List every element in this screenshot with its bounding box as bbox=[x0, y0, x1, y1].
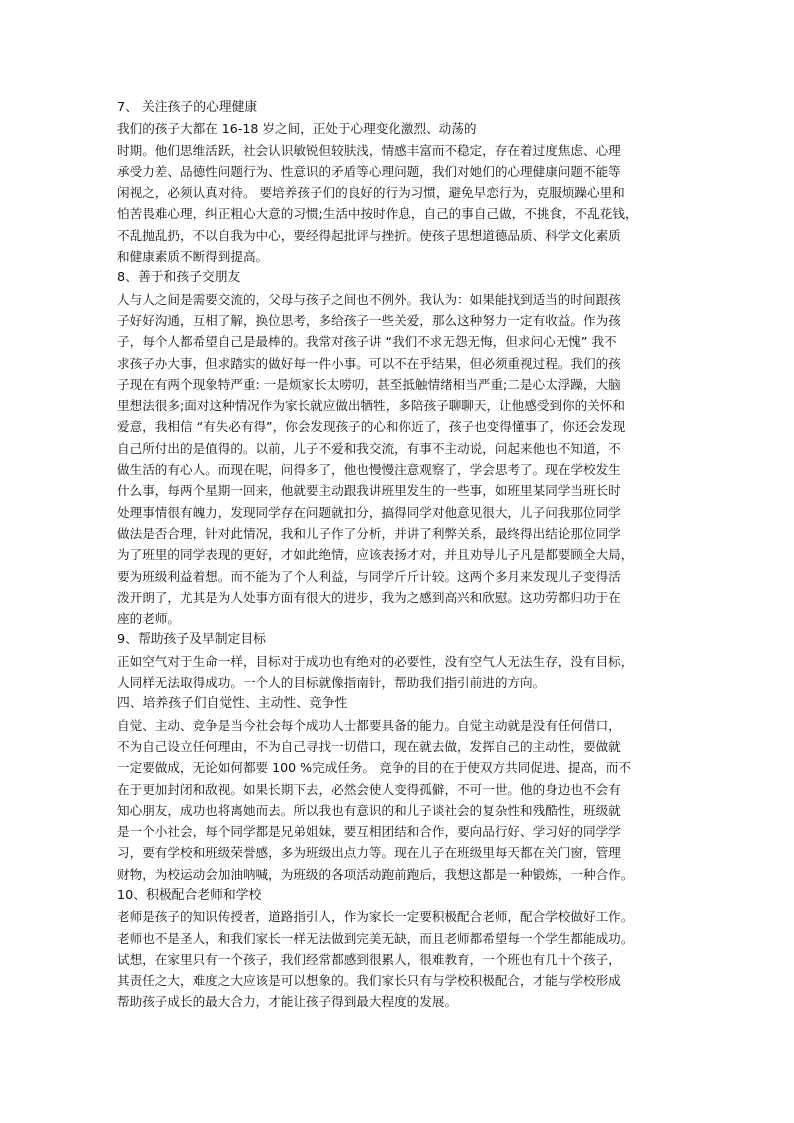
text-line: 爱意，我相信 “有失必有得”，你会发现孩子的心和你近了，孩子也变得懂事了，你还会发现 bbox=[117, 419, 626, 435]
text-line: 为了班里的同学表现的更好，才如此绝情，应该表扬才对，并且劝导儿子凡是都要顾全大局， bbox=[117, 547, 634, 563]
text-line: 闲视之，必须认真对待。 要培养孩子们的良好的行为习惯，避免早恋行为，克服烦躁心里和 bbox=[117, 185, 625, 201]
text-line: 知心朋友，成功也将离她而去。所以我也有意识的和儿子谈社会的复杂性和残酷性，班级就 bbox=[117, 802, 621, 818]
text-line: 不乱抛乱扔，不以自我为中心，要经得起批评与挫折。使孩子思想道德品质、科学文化素质 bbox=[117, 227, 621, 243]
text-line: 习，要有学校和班级荣誉感，多为班级出点力等。现在儿子在班级里每天都在关门窗，管理 bbox=[117, 845, 621, 861]
text-line: 座的老师。 bbox=[117, 611, 180, 627]
section-heading-4: 四、培养孩子们自觉性、主动性、竞争性 bbox=[117, 696, 348, 712]
text-line: 求孩子办大事，但求踏实的做好每一件小事。可以不在乎结果，但必须重视过程。我们的孩 bbox=[117, 355, 621, 371]
text-line: 做生活的有心人。而现在呢，问得多了，他也慢慢注意观察了，学会思考了。现在学校发生 bbox=[117, 462, 621, 478]
text-line: 处理事情很有魄力，发现同学存在问题就扣分，搞得同学对他意见很大，儿子问我那位同学 bbox=[117, 504, 621, 520]
text-line: 里想法很多;面对这种情况作为家长就应做出牺牲，多陪孩子聊聊天，让他感受到你的关怀和 bbox=[117, 398, 625, 414]
text-line: 人与人之间是需要交流的，父母与孩子之间也不例外。我认为：如果能找到适当的时间跟孩 bbox=[117, 291, 621, 307]
text-line: 试想，在家里只有一个孩子，我们经常都感到很累人，很难教育，一个班也有几十个孩子， bbox=[117, 951, 621, 967]
text-line: 在于更加封闭和敌视。如果长期下去，必然会使人变得孤僻，不可一世。他的身边也不会有 bbox=[117, 781, 621, 797]
text-line: 是一个小社会，每个同学都是兄弟姐妹，要互相团结和合作，要向品行好、学习好的同学学 bbox=[117, 824, 621, 840]
text-line: 不为自己设立任何理由，不为自己寻找一切借口，现在就去做，发挥自己的主动性，要做就 bbox=[117, 738, 621, 754]
text-line: 怕苦畏难心理，纠正粗心大意的习惯;生活中按时作息，自己的事自己做，不挑食，不乱花钱， bbox=[117, 206, 638, 222]
text-line: 老师也不是圣人，和我们家长一样无法做到完美无缺，而且老师都希望每一个学生都能成功。 bbox=[117, 930, 634, 946]
text-line: 子，每个人都希望自己是最棒的。我常对孩子讲 “我们不求无怨无悔，但求问心无愧” 我不 bbox=[117, 334, 617, 350]
text-line: 自己所付出的是值得的。以前，儿子不爱和我交流，有事不主动说，问起来他也不知道，不 bbox=[117, 440, 621, 456]
text-line: 一定要做成，无论如何都要 100 %完成任务。 竞争的目的在于使双方共同促进、提高，而不 bbox=[117, 760, 631, 776]
text-line: 正如空气对于生命一样，目标对于成功也有绝对的必要性，没有空气人无法生存，没有目标， bbox=[117, 653, 634, 669]
text-line: 和健康素质不断得到提高。 bbox=[117, 249, 269, 265]
text-line: 帮助孩子成长的最大合力，才能让孩子得到最大程度的发展。 bbox=[117, 994, 458, 1010]
text-line: 承受力差、品德性问题行为、性意识的矛盾等心理问题，我们对她们的心理健康问题不能等 bbox=[117, 163, 621, 179]
text-line: 泼开朗了，尤其是为人处事方面有很大的进步，我为之感到高兴和欣慰。这功劳都归功于在 bbox=[117, 589, 621, 605]
text-line: 自觉、主动、竞争是当今社会每个成功人士都要具备的能力。自觉主动就是没有任何借口， bbox=[117, 717, 621, 733]
text-line: 什么事，每两个星期一回来，他就要主动跟我讲班里发生的一些事，如班里某同学当班长时 bbox=[117, 483, 621, 499]
text-line: 时期。他们思维活跃，社会认识敏锐但较肤浅，情感丰富而不稳定，存在着过度焦虑、心理 bbox=[117, 142, 621, 158]
text-line: 我们的孩子大都在 16-18 岁之间，正处于心理变化激烈、动荡的 bbox=[117, 121, 477, 137]
text-line: 子现在有两个现象特严重: 一是烦家长太唠叨，甚至抵触情绪相当严重;二是心太浮躁，大脑 bbox=[117, 376, 621, 392]
section-heading-10: 10、积极配合老师和学校 bbox=[117, 887, 262, 903]
section-heading-9: 9、帮助孩子及早制定目标 bbox=[117, 632, 266, 648]
section-heading-8: 8、善于和孩子交朋友 bbox=[117, 270, 241, 286]
text-line: 要为班级利益着想。而不能为了个人利益，与同学斤斤计较。这两个多月来发现儿子变得活 bbox=[117, 568, 621, 584]
text-line: 做法是否合理，针对此情况，我和儿子作了分析，并讲了利弊关系，最终得出结论那位同学 bbox=[117, 525, 621, 541]
section-heading-7: 7、 关注孩子的心理健康 bbox=[117, 100, 258, 115]
text-line: 子好好沟通，互相了解，换位思考，多给孩子一些关爱，那么这种努力一定有收益。作为孩 bbox=[117, 312, 621, 328]
text-line: 人同样无法取得成功。一个人的目标就像指南针，帮助我们指引前进的方向。 bbox=[117, 675, 546, 691]
text-line: 财物，为校运动会加油呐喊，为班级的各项活动跑前跑后，我想这都是一种锻炼，一种合作。 bbox=[117, 866, 634, 882]
text-line: 其责任之大，难度之大应该是可以想象的。我们家长只有与学校积极配合，才能与学校形成 bbox=[117, 973, 621, 989]
document-page bbox=[117, 97, 682, 1013]
text-line: 老师是孩子的知识传授者，道路指引人，作为家长一定要积极配合老师，配合学校做好工作。 bbox=[117, 909, 634, 925]
